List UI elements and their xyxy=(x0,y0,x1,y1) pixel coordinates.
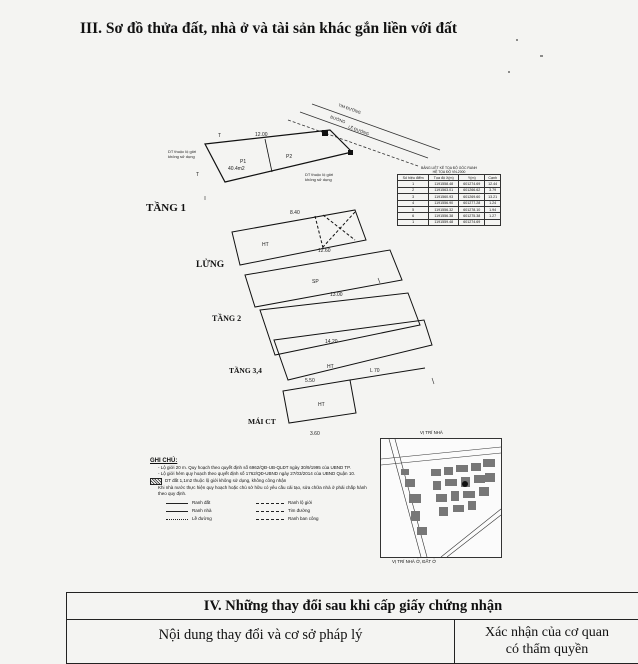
coord-cell: 601277.28 xyxy=(459,200,485,206)
map-title: VỊ TRÍ NHÀ xyxy=(420,430,443,435)
floor-label-roof: MÁI CT xyxy=(248,417,276,426)
coord-cell: 1 xyxy=(398,181,429,187)
coord-cell: 601274.69 xyxy=(459,181,485,187)
coord-cell: 1191563.01 xyxy=(429,187,459,193)
line-swatch-solid xyxy=(166,503,188,504)
svg-text:DT thuộc lộ giới: DT thuộc lộ giới xyxy=(305,172,334,177)
coord-cell: 2 xyxy=(398,187,429,193)
coord-cell: 1191559.48 xyxy=(429,219,459,225)
line-label: Lề đường xyxy=(192,516,212,522)
floor-label-34: TẦNG 3,4 xyxy=(229,366,262,375)
line-label: Tim đường xyxy=(288,508,311,514)
map-streets xyxy=(381,439,501,557)
authority-confirmation-header xyxy=(455,620,638,663)
svg-text:không sử dụng: không sử dụng xyxy=(305,177,332,182)
svg-text:ĐƯỜNG: ĐƯỜNG xyxy=(329,114,347,125)
svg-text:DT thuộc lộ giới: DT thuộc lộ giới xyxy=(168,149,197,154)
svg-text:13.00: 13.00 xyxy=(330,292,343,298)
coord-title: BẢNG LIỆT KÊ TỌA ĐỘ GÓC RANH xyxy=(420,166,478,170)
svg-text:L 70: L 70 xyxy=(370,368,380,374)
corner-marker xyxy=(348,150,353,155)
coord-cell xyxy=(485,219,501,225)
corner-marker xyxy=(322,130,328,136)
coordinate-table xyxy=(397,166,501,226)
svg-text:P1: P1 xyxy=(240,159,247,165)
svg-text:40.4m2: 40.4m2 xyxy=(228,166,245,172)
svg-text:LỀ ĐƯỜNG: LỀ ĐƯỜNG xyxy=(347,124,370,137)
coord-cell: 12.44 xyxy=(485,181,501,187)
top-ticks xyxy=(508,40,543,72)
svg-text:5.50: 5.50 xyxy=(305,378,315,384)
line-label: Ranh ban công xyxy=(288,516,319,522)
coord-cell: 1191556.32 xyxy=(429,206,459,212)
line-label: Ranh lộ giới xyxy=(288,500,313,506)
house-location-marker xyxy=(462,481,468,487)
hatch-swatch xyxy=(150,478,162,485)
legend xyxy=(150,458,375,523)
coord-cell: 3.79 xyxy=(485,187,501,193)
svg-text:không sử dụng: không sử dụng xyxy=(168,154,195,159)
coord-cell: 601266.62 xyxy=(459,187,485,193)
line-swatch-dot xyxy=(166,519,188,520)
coord-cell: 6 xyxy=(398,213,429,219)
svg-text:14.20: 14.20 xyxy=(325,339,338,345)
svg-text:HT: HT xyxy=(318,402,325,408)
svg-text:HT: HT xyxy=(262,242,269,248)
coord-cell: 1.24 xyxy=(485,200,501,206)
svg-text:12.00: 12.00 xyxy=(255,132,268,138)
location-map xyxy=(380,438,502,558)
legend-extra: Khi nhà nước thực hiện quy hoạch hoặc chủ sở hữu có yêu cầu cải tạo, sửa chữa nhà ở phải chấp hành theo quy định. xyxy=(158,484,367,496)
svg-text:3.60: 3.60 xyxy=(310,431,320,437)
road-lines xyxy=(288,104,440,166)
svg-text:TIM ĐƯỜNG: TIM ĐƯỜNG xyxy=(337,102,362,116)
floor-label-1: TẦNG 1 xyxy=(146,202,187,214)
coord-row xyxy=(398,219,501,225)
floor-label-2: TẦNG 2 xyxy=(212,314,242,323)
line-label: Ranh nhà xyxy=(192,508,212,514)
line-label: Ranh đất xyxy=(192,500,211,506)
coord-cell: 5 xyxy=(398,206,429,212)
line-swatch-dash xyxy=(256,519,284,520)
line-swatch-dash xyxy=(256,511,284,512)
svg-text:HT: HT xyxy=(327,364,334,370)
coord-cell: 601274.69 xyxy=(459,219,485,225)
coord-header: Tọa độ X(m) xyxy=(429,175,459,181)
floor1-outline xyxy=(232,210,366,265)
change-content-header: Nội dung thay đổi và cơ sở pháp lý xyxy=(67,620,455,663)
coord-header: Số hiệu điểm xyxy=(398,175,429,181)
svg-text:8.40: 8.40 xyxy=(290,210,300,216)
map-caption: VỊ TRÍ NHÀ Ở, ĐẤT Ở xyxy=(392,559,436,564)
section4-table xyxy=(66,592,638,664)
legend-title: GHI CHÚ: xyxy=(150,458,178,464)
authority-line-2: có thẩm quyền xyxy=(505,642,589,657)
coord-header: Y(m) xyxy=(459,175,485,181)
coord-cell: 601275.38 xyxy=(459,213,485,219)
coord-subtitle: HỆ TỌA ĐỘ VN-2000 xyxy=(432,170,466,174)
coord-cell: 1 xyxy=(398,219,429,225)
section3-title: III. Sơ đồ thửa đất, nhà ở và tài sản khác gắn liền với đất xyxy=(80,20,458,37)
authority-line-1: Xác nhận của cơ quan xyxy=(484,625,609,640)
line-swatch-solid xyxy=(166,511,188,512)
svg-text:SP: SP xyxy=(312,279,319,285)
section4-title: IV. Những thay đổi sau khi cấp giấy chứng nhận xyxy=(203,597,503,614)
coord-cell: 601278.10 xyxy=(459,206,485,212)
coord-cell: 1191560.93 xyxy=(429,194,459,200)
svg-text:P2: P2 xyxy=(286,154,293,160)
floor-label-lung: LỬNG xyxy=(196,260,225,270)
svg-text:T: T xyxy=(218,133,222,139)
coord-header: Cạnh xyxy=(485,175,501,181)
legend-note: - Lộ giới hẻm quy hoạch theo quyết định số 1762/QĐ-UBND ngày 27/03/2014 của UBND Quận 10. xyxy=(158,471,356,477)
coord-cell: 13.21 xyxy=(485,194,501,200)
coord-cell: 1191556.90 xyxy=(429,200,459,206)
legend-note: - Lộ giới 20 m. Quy hoạch theo quyết định số 6962/QĐ-UB-QLĐT ngày 30/9/1995 của UBND TP. xyxy=(158,465,351,471)
svg-text:T: T xyxy=(196,172,200,178)
coord-cell: 1.94 xyxy=(485,206,501,212)
line-swatch-dash xyxy=(256,503,284,504)
coord-cell: 1191556.38 xyxy=(429,213,459,219)
svg-text:12.60: 12.60 xyxy=(318,248,331,254)
coord-cell: 1.27 xyxy=(485,213,501,219)
coord-cell: 1191558.48 xyxy=(429,181,459,187)
coord-cell: 4 xyxy=(398,200,429,206)
hatch-note: DT đất 1,1m2 thuộc lộ giới không sử dụng, không công nhận xyxy=(165,478,287,483)
coord-cell: 601269.60 xyxy=(459,194,485,200)
coord-cell: 3 xyxy=(398,194,429,200)
